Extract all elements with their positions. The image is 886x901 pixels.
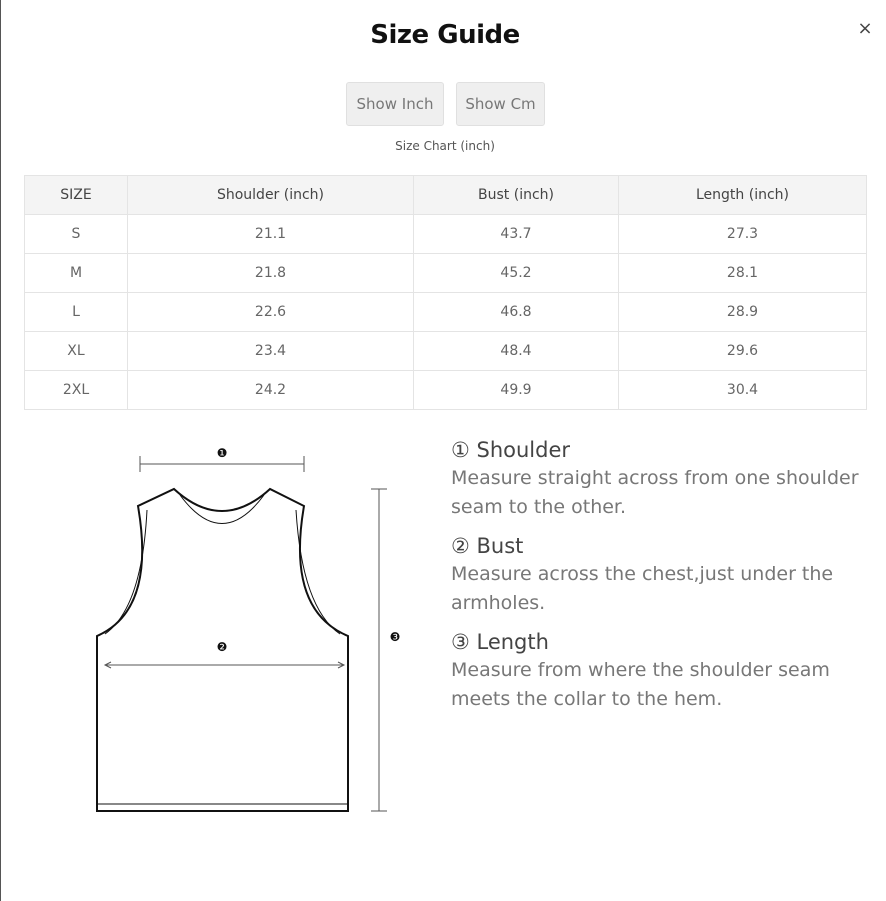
header-bust: Bust (inch) [414, 176, 619, 215]
cell-length: 30.4 [619, 371, 867, 410]
header-length: Length (inch) [619, 176, 867, 215]
cell-length: 28.9 [619, 293, 867, 332]
instruction-description: Measure across the chest,just under the armholes. [451, 563, 834, 614]
table-header-row [25, 176, 867, 215]
instruction-length [451, 628, 871, 714]
table-row [25, 332, 867, 371]
show-cm-button[interactable]: Show Cm [456, 82, 545, 126]
instruction-bust [451, 532, 871, 618]
table-row [25, 293, 867, 332]
table-caption: Size Chart (inch) [395, 139, 495, 153]
cell-shoulder: 21.8 [128, 254, 414, 293]
length-marker-icon: ❸ [389, 630, 401, 644]
instruction-description: Measure straight across from one shoulder seam to the other. [451, 467, 859, 518]
cell-shoulder: 22.6 [128, 293, 414, 332]
cell-bust: 46.8 [414, 293, 619, 332]
cell-length: 28.1 [619, 254, 867, 293]
header-size: SIZE [25, 176, 128, 215]
cell-length: 27.3 [619, 215, 867, 254]
left-border [0, 0, 1, 901]
cell-size: L [25, 293, 128, 332]
instruction-title: ③ Length [451, 630, 549, 654]
close-icon[interactable]: × [857, 18, 873, 39]
show-inch-button[interactable]: Show Inch [346, 82, 444, 126]
instruction-title: ① Shoulder [451, 438, 571, 462]
dialog-title: Size Guide [370, 20, 520, 50]
cell-size: S [25, 215, 128, 254]
instruction-description: Measure from where the shoulder seam meets the collar to the hem. [451, 659, 830, 710]
cell-bust: 48.4 [414, 332, 619, 371]
cell-bust: 49.9 [414, 371, 619, 410]
cell-shoulder: 24.2 [128, 371, 414, 410]
table-row [25, 215, 867, 254]
table-row [25, 371, 867, 410]
cell-shoulder: 23.4 [128, 332, 414, 371]
length-measure-line [371, 489, 387, 811]
shoulder-marker-icon: ❶ [216, 446, 228, 460]
cell-length: 29.6 [619, 332, 867, 371]
cell-size: 2XL [25, 371, 128, 410]
table-row [25, 254, 867, 293]
cell-size: XL [25, 332, 128, 371]
cell-shoulder: 21.1 [128, 215, 414, 254]
cell-bust: 43.7 [414, 215, 619, 254]
instruction-shoulder [451, 436, 871, 522]
cell-bust: 45.2 [414, 254, 619, 293]
cell-size: M [25, 254, 128, 293]
bust-marker-icon: ❷ [216, 640, 228, 654]
measurement-instructions [451, 436, 871, 724]
bust-measure-line [105, 662, 344, 668]
size-table [24, 175, 867, 410]
header-shoulder: Shoulder (inch) [128, 176, 414, 215]
tank-top-diagram [80, 430, 420, 825]
instruction-title: ② Bust [451, 534, 524, 558]
